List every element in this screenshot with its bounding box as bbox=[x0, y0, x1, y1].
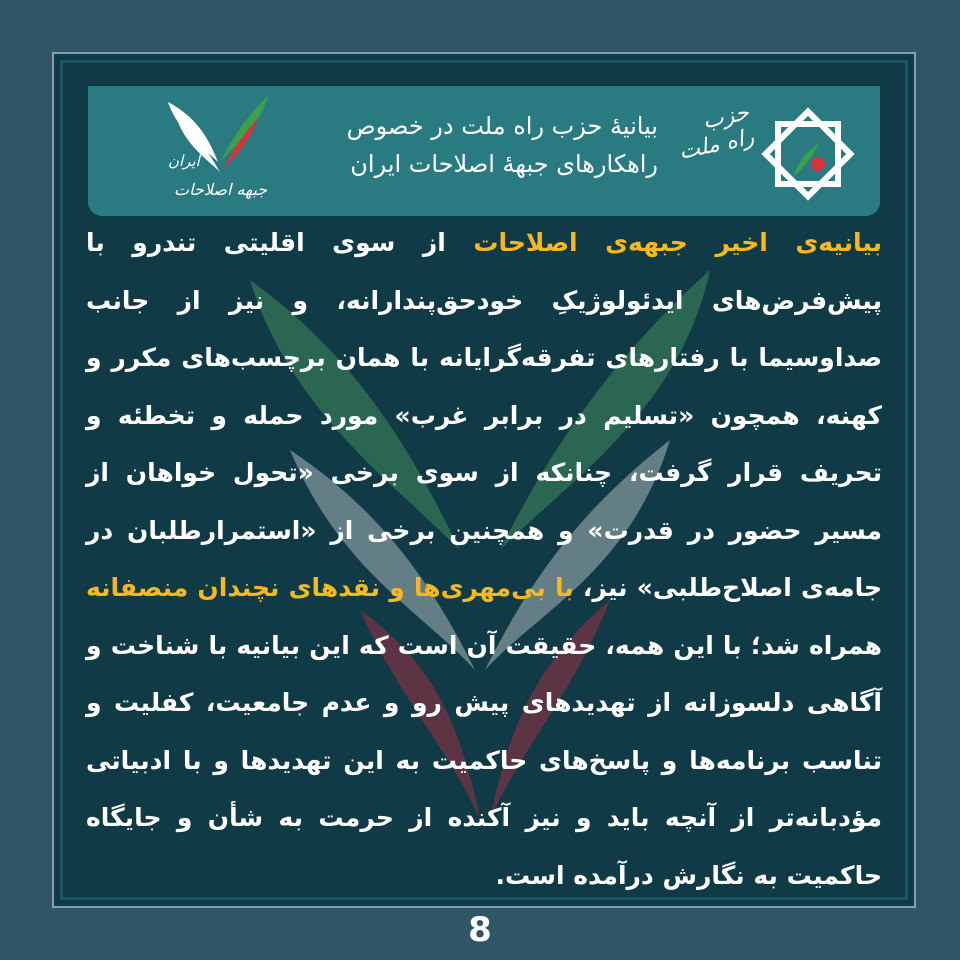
header-title-line-2: راهکارهای جبههٔ اصلاحات ایران bbox=[350, 150, 658, 178]
statement-highlight-2: با بی‌مهری‌ها و نقدهای نچندان منصفانه bbox=[86, 573, 574, 602]
party-star-logo-icon bbox=[760, 106, 856, 202]
party-logo bbox=[672, 96, 862, 208]
statement-text-1: از سوی اقلیتی تندرو با پیش‌فرض‌های ایدئولوژیکِ خودحق‌پندارانه، و نیز از جانب صداوسیما با رفتارهای تفرقه‌گرایانه با همان برچسب‌های مکرر و کهنه، همچون «تسلیم در برابر غرب» مورد حمله و تخطئه و تحریف قرار گرفت، چنانکه از سوی برخی «تحول خواهان از مسیر حضور در قدرت» و همچنین برخی از «استمرارطلبان در جامه‌ی اصلاح‌طلبی» نیز، bbox=[86, 228, 882, 602]
statement-text-2: همراه شد؛ با این همه، حقیقت آن است که این بیانیه با شناخت و آگاهی دلسوزانه از تهدیدهای پیش رو و عدم جامعیت، کفلیت و تناسب برنامه‌ها و پاسخ‌های حاکمیت به این تهدیدها و با ادبیاتی مؤدبانه‌تر از آنچه باید و نیز آکنده از حرمت به شأن و جایگاه حاکمیت به نگارش درآمده است. bbox=[86, 630, 882, 890]
statement-highlight-1: بیانیه‌ی اخیر جبهه‌ی اصلاحات bbox=[473, 228, 882, 257]
statement-text bbox=[86, 214, 882, 904]
header-band bbox=[88, 86, 880, 216]
party-logo-text: حزب راه ملت bbox=[676, 100, 757, 165]
header-title-line-1: بیانیهٔ حزب راه ملت در خصوص bbox=[346, 112, 658, 140]
front-logo-text-2: جبهه اصلاحات bbox=[174, 180, 268, 199]
front-logo-text-1: ایران bbox=[168, 152, 200, 170]
page-number: 8 bbox=[468, 910, 492, 950]
